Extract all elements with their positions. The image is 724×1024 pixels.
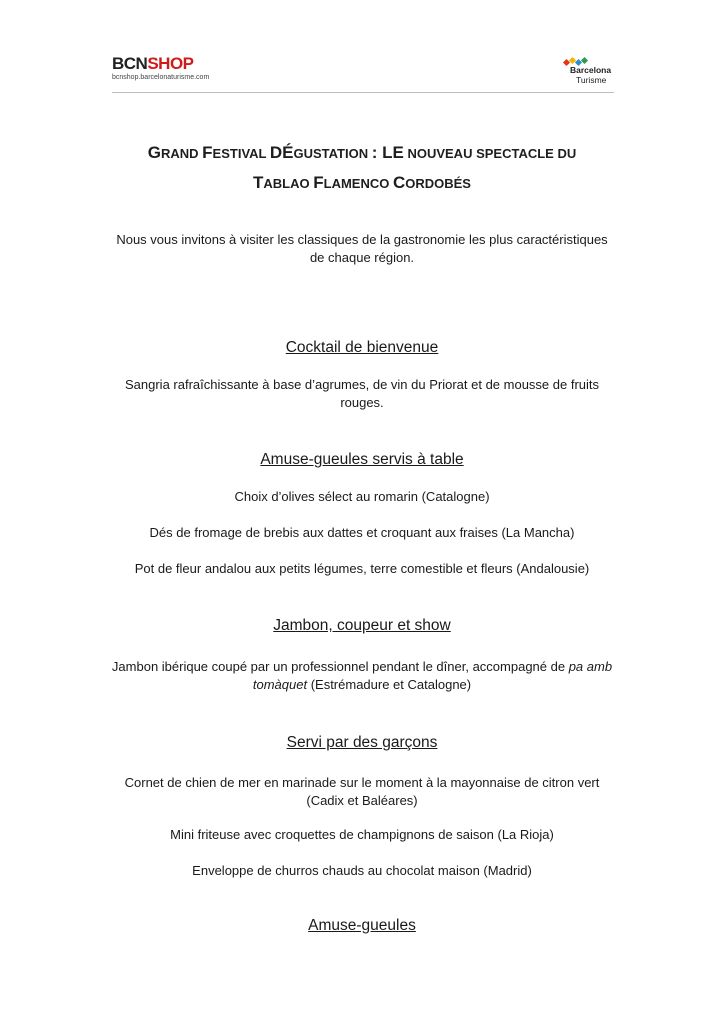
logo-bcn-text: BCN	[112, 54, 148, 73]
menu-item: Dés de fromage de brebis aux dattes et croquant aux fraises (La Mancha)	[149, 525, 575, 540]
section-heading-jambon: Jambon, coupeur et show	[273, 617, 451, 634]
section-heading-servi: Servi par des garçons	[286, 734, 438, 751]
section-heading-amuse-gueules-table: Amuse-gueules servis à table	[260, 451, 464, 468]
menu-item-text: Jambon ibérique coupé par un professionnel pendant le dîner, accompagné de	[111, 659, 569, 674]
menu-item-line: Sangria rafraîchissante à base d’agrumes, de vin du Priorat et de mousse de fruits	[124, 377, 600, 392]
title-part: NOUVEAU SPECTACLE DU	[403, 146, 577, 161]
menu-item-line: rouges.	[340, 395, 384, 410]
menu-item-italic: pa amb	[568, 659, 613, 674]
menu-item-line	[90, 658, 634, 676]
logo-dot-4	[581, 57, 588, 64]
title-part: F	[313, 173, 324, 192]
title-part: T	[253, 173, 264, 192]
page-header	[112, 52, 614, 93]
intro-line: de chaque région.	[309, 250, 415, 265]
menu-item	[90, 658, 634, 694]
section-heading-amuse-gueules: Amuse-gueules	[308, 917, 416, 934]
section-heading-cocktail: Cocktail de bienvenue	[285, 339, 439, 356]
title-part: GUSTATION	[293, 146, 372, 161]
logo-shop-text: SHOP	[147, 54, 194, 73]
menu-item: Enveloppe de churros chauds au chocolat maison (Madrid)	[192, 863, 532, 878]
title-part: ORDOBÉS	[405, 176, 471, 191]
menu-item-text: (Estrémadure et Catalogne)	[307, 677, 472, 692]
title-part: F	[202, 143, 213, 162]
logo-sub: Turisme	[576, 75, 607, 85]
menu-item: Pot de fleur andalou aux petits légumes, terre comestible et fleurs (Andalousie)	[134, 561, 590, 576]
page-title-line-1	[60, 143, 664, 163]
barcelona-turisme-logo	[564, 56, 614, 86]
menu-item-line	[90, 676, 634, 694]
menu-item-italic: tomàquet	[252, 677, 308, 692]
menu-item: Mini friteuse avec croquettes de champignons de saison (La Rioja)	[170, 827, 554, 842]
logo-name: Barcelona	[570, 65, 612, 75]
intro-line: Nous vous invitons à visiter les classiques de la gastronomie les plus caractéristiques	[116, 232, 608, 247]
title-part: DÉ	[269, 143, 294, 162]
menu-item-line: Cornet de chien de mer en marinade sur le moment à la mayonnaise de citron vert	[124, 775, 600, 790]
intro-paragraph	[90, 231, 634, 267]
title-part: LAMENCO	[323, 176, 393, 191]
bcnshop-logo	[112, 54, 209, 81]
menu-item: Choix d’olives sélect au romarin (Catalogne)	[234, 489, 490, 504]
title-part: G	[147, 143, 161, 162]
title-part: C	[392, 173, 406, 192]
title-part: ESTIVAL	[212, 146, 270, 161]
logo-url: bcnshop.barcelonaturisme.com	[112, 74, 210, 81]
page-title-line-2	[60, 173, 664, 193]
title-part: : LE	[371, 143, 404, 162]
title-part: ABLAO	[263, 176, 314, 191]
menu-item	[90, 376, 634, 412]
menu-item	[90, 774, 634, 810]
menu-item-line: (Cadix et Baléares)	[306, 793, 418, 808]
title-part: RAND	[160, 146, 203, 161]
